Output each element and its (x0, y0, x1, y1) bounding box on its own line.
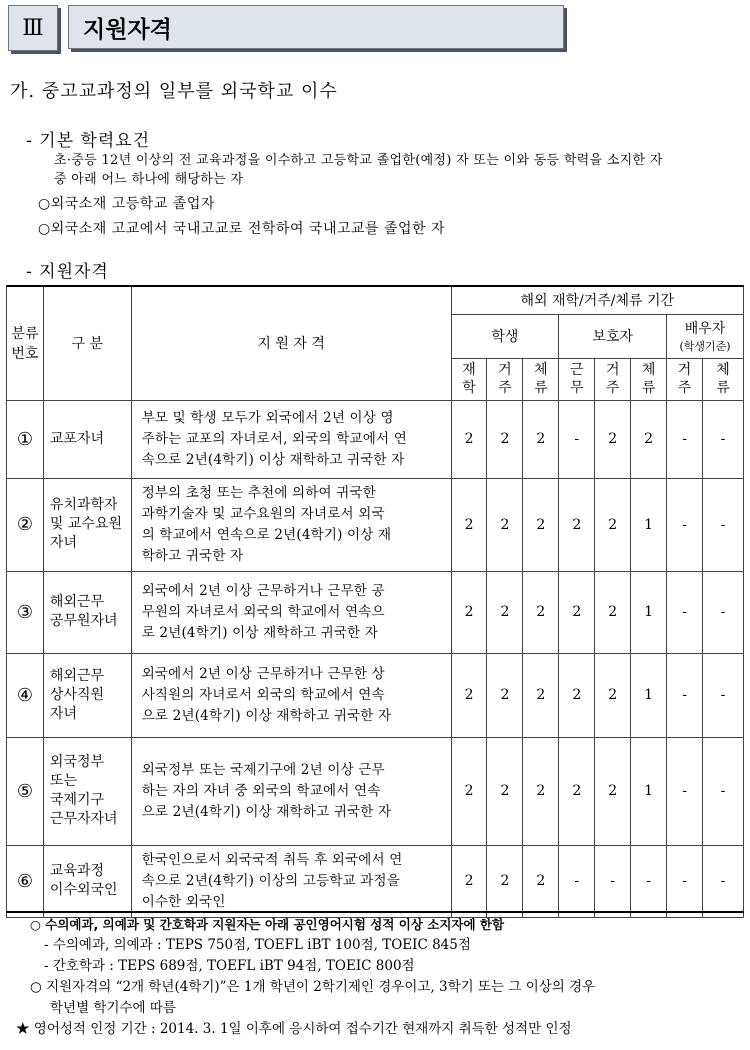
para-line-2: 중 아래 어느 하나에 해당하는 자 (54, 172, 244, 187)
note-english-requirement: ○ 수의예과, 의예과 및 간호학과 지원자는 아래 공인영어시험 성적 이상 소지자에 한함 (30, 917, 505, 932)
row-type (43, 653, 131, 737)
sub-header-cell: 거 주 (487, 358, 523, 400)
row-qualification (131, 737, 451, 845)
header-class-no-line1: 분류 (11, 326, 39, 343)
row-qualification-line: 한국인으로서 외국국적 취득 후 외국에서 연 (141, 851, 403, 868)
sub-header-cell: 거 주 (667, 358, 703, 400)
row-type (43, 737, 131, 845)
period-value: 2 (487, 571, 523, 653)
row-type-line: 유치과학자 (49, 497, 118, 513)
sub-header-cell: 체 류 (631, 358, 667, 400)
period-value: 2 (523, 845, 559, 917)
row-number: ⑥ (7, 845, 44, 917)
row-number: ③ (7, 571, 44, 653)
row-qualification-line: 정부의 초청 또는 추천에 의하여 귀국한 (141, 484, 376, 501)
period-value: 1 (631, 571, 667, 653)
period-value: - (667, 653, 703, 737)
period-value: 2 (523, 653, 559, 737)
row-type (43, 845, 131, 917)
period-value: - (667, 845, 703, 917)
period-value: 2 (487, 845, 523, 917)
header-spouse-label: 배우자 (684, 321, 726, 337)
period-value: 2 (487, 737, 523, 845)
row-qualification (131, 845, 451, 917)
row-type-line: 근무자자녀 (49, 811, 118, 827)
period-value: 2 (523, 400, 559, 478)
row-type-line: 해외근무 (49, 594, 105, 610)
period-value: 2 (451, 571, 487, 653)
period-value: 1 (631, 737, 667, 845)
note-score-validity: ★ 영어성적 인정 기간 : 2014. 3. 1일 이후에 응시하여 접수기간 현재까지 취득한 성적만 인정 (16, 1021, 572, 1037)
row-qualification-line: 부모 및 학생 모두가 외국에서 2년 이상 영 (141, 409, 394, 426)
table-row (7, 400, 744, 478)
period-value: - (703, 571, 744, 653)
row-qualification (131, 653, 451, 737)
period-value: - (631, 845, 667, 917)
period-value: - (667, 737, 703, 845)
row-type-line: 교육과정 (49, 863, 105, 879)
period-value: - (595, 845, 631, 917)
header-period: 해외 재학/거주/체류 기간 (451, 286, 743, 314)
basic-requirement-paragraph (54, 151, 744, 189)
row-qualification-line: 하는 자의 자녀 중 외국의 학교에서 연속 (141, 782, 381, 799)
notes (16, 914, 740, 1040)
row-qualification-line: 으로 2년(4학기) 이상 재학하고 귀국한 자 (141, 707, 392, 724)
sub-heading-basic: - 기본 학력요건 (26, 131, 151, 151)
sub-header-cell: 거 주 (595, 358, 631, 400)
section-title: 지원자격 (68, 5, 564, 49)
period-value: - (667, 400, 703, 478)
period-value: 2 (487, 478, 523, 571)
period-value: - (703, 653, 744, 737)
row-qualification-line: 무원의 자녀로서 외국의 학교에서 연속으 (141, 603, 385, 620)
row-number: ① (7, 400, 44, 478)
row-type-line: 상사직원 (49, 686, 105, 703)
row-type (43, 478, 131, 571)
sub-header-cell: 재 학 (451, 358, 487, 400)
row-number: ⑤ (7, 737, 44, 845)
row-type-line: 이수외국인 (49, 882, 118, 898)
row-type-line: 및 교수요원 (49, 516, 122, 532)
header-spouse (667, 314, 744, 358)
row-number: ④ (7, 653, 44, 737)
row-qualification-line: 주하는 교포의 자녀로서, 외국의 학교에서 연 (141, 430, 407, 447)
row-qualification-line: 학하고 귀국한 자 (141, 547, 244, 564)
period-value: 2 (595, 478, 631, 571)
header-class-no-line2: 번호 (11, 346, 39, 363)
table-row (7, 653, 744, 737)
header-class-no (7, 286, 44, 400)
period-value: - (667, 478, 703, 571)
period-value: 2 (559, 737, 595, 845)
note-semester-definition: ○ 지원자격의 “2개 학년(4학기)”은 1개 학년이 2학기제인 경우이고, 3학기 또는 그 이상의 경우 (30, 979, 596, 995)
header-guardian: 보호자 (559, 314, 667, 358)
period-value: 2 (523, 478, 559, 571)
period-value: - (559, 400, 595, 478)
period-value: 2 (451, 400, 487, 478)
note-nursing-scores: - 간호학과 : TEPS 689점, TOEFL iBT 94점, TOEIC 800점 (44, 958, 415, 974)
row-qualification (131, 571, 451, 653)
row-qualification-line: 으로 2년(4학기) 이상 재학하고 귀국한 자 (141, 803, 392, 820)
period-value: 2 (523, 571, 559, 653)
header-spouse-note: (학생기준) (679, 340, 731, 353)
row-qualification-line: 외국에서 2년 이상 근무하거나 근무한 공 (141, 582, 385, 599)
row-qualification-line: 과학기술자 및 교수요원의 자녀로서 외국 (141, 505, 385, 522)
table-row (7, 737, 744, 845)
sub-heading-qualification: - 지원자격 (26, 262, 109, 282)
period-value: - (667, 571, 703, 653)
row-qualification (131, 400, 451, 478)
sub-header-cell: 체 류 (703, 358, 744, 400)
row-qualification-line: 외국에서 2년 이상 근무하거나 근무한 상 (141, 665, 385, 682)
row-qualification-line: 로 2년(4학기) 이상 재학하고 귀국한 자 (141, 624, 379, 641)
section-number: Ⅲ (8, 5, 58, 51)
period-value: 2 (451, 653, 487, 737)
row-qualification (131, 478, 451, 571)
period-value: 2 (487, 653, 523, 737)
period-value: 2 (559, 653, 595, 737)
period-value: 2 (451, 478, 487, 571)
bullet-item: ○외국소재 고등학교 졸업자 (38, 196, 215, 212)
period-value: 2 (559, 571, 595, 653)
period-value: 2 (523, 737, 559, 845)
row-qualification-line: 사직원의 자녀로서 외국의 학교에서 연속 (141, 686, 385, 703)
header-type: 구 분 (43, 286, 131, 400)
period-value: 2 (595, 737, 631, 845)
row-type-line: 공무원자녀 (49, 613, 118, 629)
table-row (7, 571, 744, 653)
period-value: 2 (595, 653, 631, 737)
period-value: - (559, 845, 595, 917)
period-value: 1 (631, 478, 667, 571)
row-type (43, 400, 131, 478)
period-value: 2 (451, 737, 487, 845)
row-qualification-line: 속으로 2년(4학기) 이상 재학하고 귀국한 자 (141, 451, 405, 468)
row-type-line: 교포자녀 (49, 430, 105, 447)
row-type-line: 자녀 (49, 705, 77, 722)
row-type-line: 국제기구 (49, 792, 105, 808)
period-value: - (703, 845, 744, 917)
period-value: 2 (595, 400, 631, 478)
sub-header-cell: 체 류 (523, 358, 559, 400)
section-header (8, 5, 568, 53)
period-value: 2 (631, 400, 667, 478)
row-type (43, 571, 131, 653)
qualification-table (6, 285, 744, 918)
row-type-line: 또는 (49, 773, 77, 789)
row-number: ② (7, 478, 44, 571)
sub-header-cell: 근 무 (559, 358, 595, 400)
period-value: 2 (487, 400, 523, 478)
table-row (7, 845, 744, 917)
header-student: 학생 (451, 314, 559, 358)
period-value: 2 (451, 845, 487, 917)
table-row (7, 478, 744, 571)
para-line-1: 초·중등 12년 이상의 전 교육과정을 이수하고 고등학교 졸업한(예정) 자 또는 이와 동등 학력을 소지한 자 (54, 153, 663, 168)
row-qualification-line: 외국정부 또는 국제기구에 2년 이상 근무 (141, 761, 385, 778)
header-qualification: 지 원 자 격 (131, 286, 451, 400)
row-qualification-line: 속으로 2년(4학기) 이상의 고등학교 과정을 (141, 872, 401, 889)
bullet-item: ○외국소재 고교에서 국내고교로 전학하여 국내고교를 졸업한 자 (38, 221, 446, 237)
period-value: - (703, 400, 744, 478)
row-qualification-line: 의 학교에서 연속으로 2년(4학기) 이상 재 (141, 526, 392, 543)
table-body (7, 400, 744, 917)
note-semester-definition-cont: 학년별 학기수에 따름 (50, 1000, 176, 1016)
heading-a: 가. 중고교과정의 일부를 외국학교 이수 (10, 81, 338, 102)
period-value: - (703, 737, 744, 845)
row-qualification-line: 이수한 외국인 (141, 893, 226, 910)
row-type-line: 해외근무 (49, 667, 105, 684)
table-bottom-rule (6, 911, 744, 913)
period-value: - (703, 478, 744, 571)
row-type-line: 외국정부 (49, 754, 105, 770)
period-value: 1 (631, 653, 667, 737)
row-type-line: 자녀 (49, 535, 77, 551)
note-vet-medical-scores: - 수의예과, 의예과 : TEPS 750점, TOEFL iBT 100점, TOEIC 845점 (44, 937, 471, 953)
period-value: 2 (595, 571, 631, 653)
period-value: 2 (559, 478, 595, 571)
